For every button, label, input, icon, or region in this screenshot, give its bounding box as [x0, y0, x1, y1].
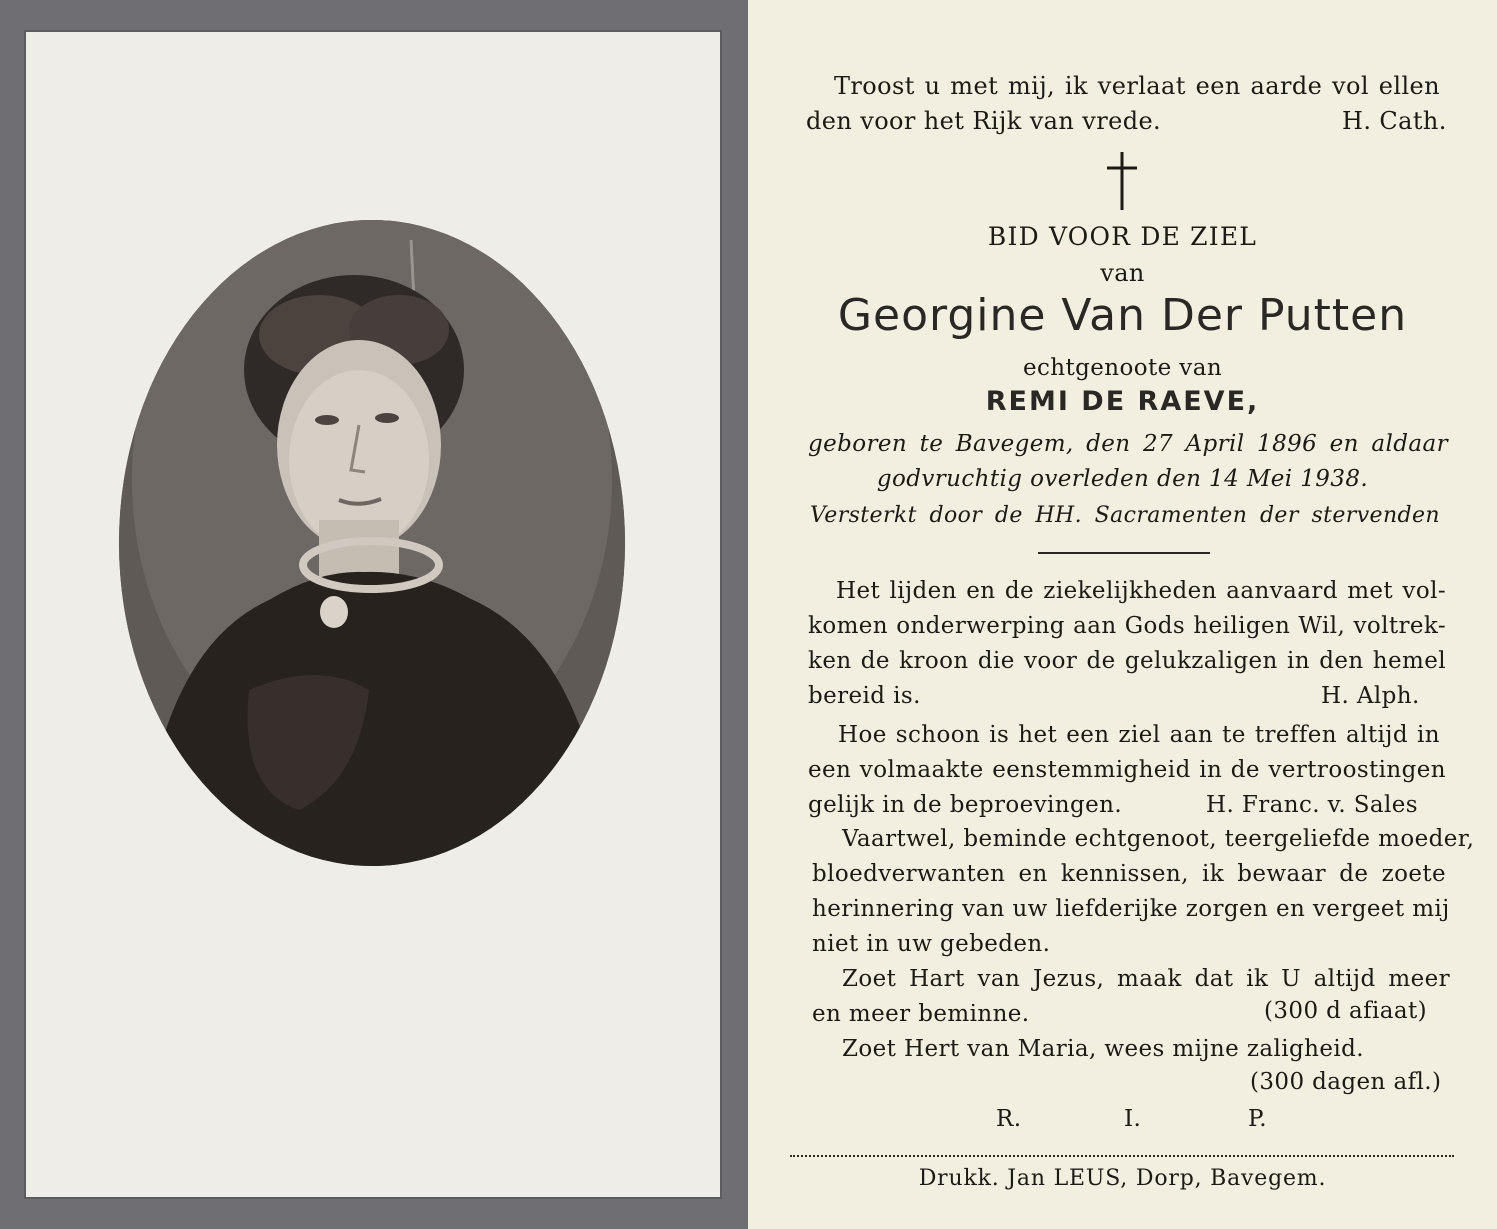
van-label: van — [1100, 259, 1145, 287]
sacraments-line: Versterkt door de HH. Sacramenten der stervenden — [810, 503, 1440, 528]
farewell-line4: niet in uw gebeden. — [812, 931, 1051, 957]
prayer2-line1: Zoet Hert van Maria, wees mijne zaligheid. — [842, 1036, 1364, 1062]
quote2-line1: Het lijden en de ziekelijkheden aanvaard met vol- — [836, 578, 1446, 604]
spouse-name: REMI DE RAEVE, — [985, 386, 1260, 417]
portrait-illustration — [119, 220, 625, 866]
prayer1-line1: Zoet Hart van Jezus, maak dat ik U altijd meer — [842, 966, 1450, 992]
farewell-line2: bloedverwanten en kennissen, ik bewaar de zoete — [812, 861, 1446, 887]
rip-r: R. — [996, 1106, 1022, 1132]
heading: BID VOOR DE ZIEL — [987, 222, 1258, 251]
latin-cross-icon — [1104, 150, 1140, 212]
memorial-card-back — [748, 0, 1497, 1229]
quote2-attribution: H. Alph. — [1321, 683, 1420, 709]
quote2-line3: ken de kroon die voor de gelukzaligen in den hemel — [808, 648, 1446, 674]
quote1-attribution: H. Cath. — [1342, 107, 1447, 135]
memorial-card-front — [0, 0, 748, 1229]
birth-line: geboren te Bavegem, den 27 April 1896 en aldaar — [808, 431, 1448, 457]
rip-p: P. — [1248, 1106, 1267, 1132]
divider-rule — [1038, 552, 1210, 554]
deceased-name: Georgine Van Der Putten — [837, 290, 1408, 341]
quote2-line2: komen onderwerping aan Gods heiligen Wil, voltrek- — [808, 613, 1446, 639]
quote3-line2: een volmaakte eenstemmigheid in de vertroostingen — [808, 757, 1446, 783]
death-line: godvruchtig overleden den 14 Mei 1938. — [876, 466, 1369, 492]
quote3-line3: gelijk in de beproevingen. — [808, 792, 1123, 818]
printer-line: Drukk. Jan LEUS, Dorp, Bavegem. — [918, 1166, 1327, 1191]
farewell-line1: Vaartwel, beminde echtgenoot, teergeliefde moeder, — [842, 826, 1475, 852]
quote2-line4: bereid is. — [808, 683, 921, 709]
photo-mount — [24, 30, 722, 1199]
quote3-line1: Hoe schoon is het een ziel aan te treffen altijd in — [838, 722, 1440, 748]
prayer1-indulgence: (300 d afiaat) — [1264, 998, 1428, 1024]
spouse-prefix: echtgenoote van — [1022, 355, 1223, 381]
prayer1-line2: en meer beminne. — [812, 1001, 1030, 1027]
rip-i: I. — [1124, 1106, 1142, 1132]
quote1-line2: den voor het Rijk van vrede. — [806, 107, 1162, 135]
dotted-rule — [790, 1155, 1454, 1157]
quote1-line1: Troost u met mij, ik verlaat een aarde vol ellen — [834, 72, 1440, 100]
quote3-attribution: H. Franc. v. Sales — [1206, 792, 1418, 818]
farewell-line3: herinnering van uw liefderijke zorgen en vergeet mij — [812, 896, 1450, 922]
portrait-photo — [119, 220, 625, 866]
prayer2-indulgence: (300 dagen afl.) — [1250, 1069, 1442, 1095]
